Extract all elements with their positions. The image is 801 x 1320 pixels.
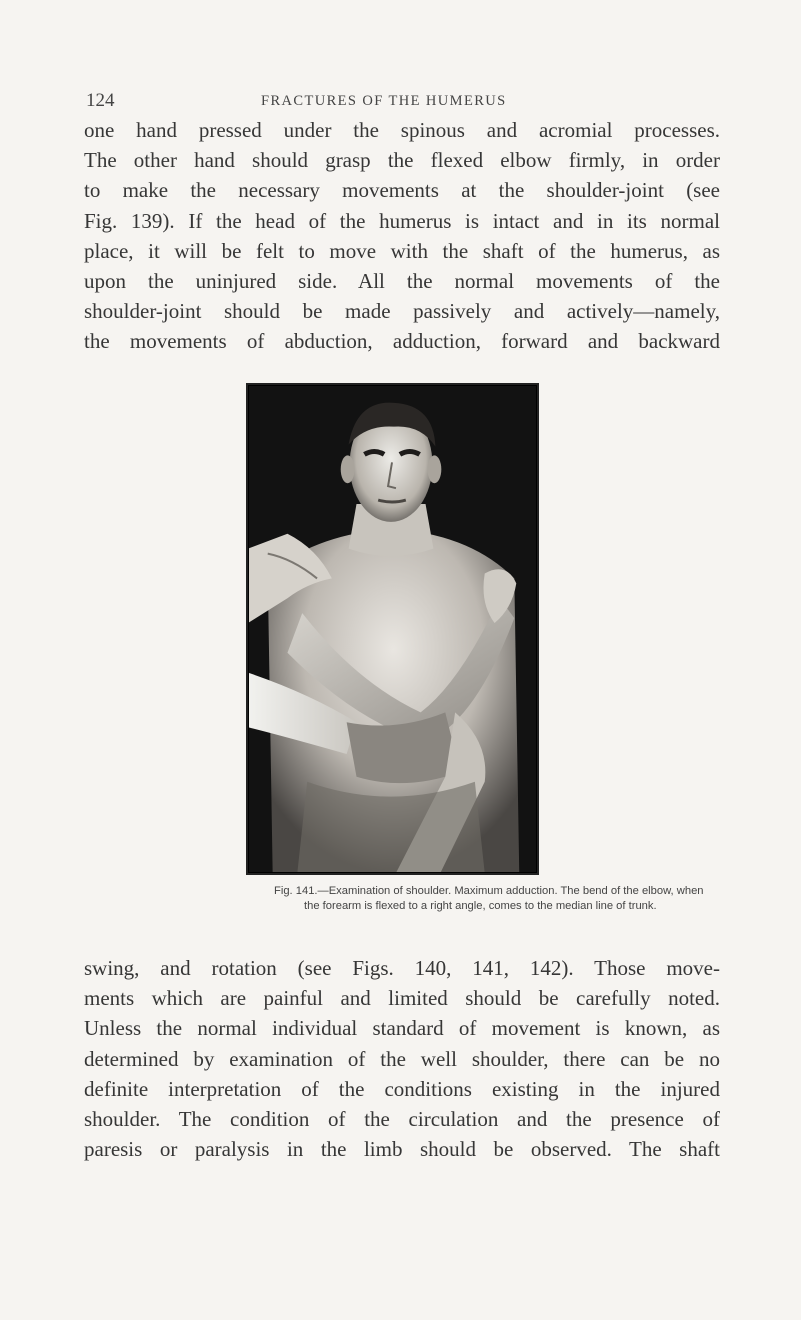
text-line: Fig. 139). If the head of the humerus is intact and in its normal: [84, 208, 720, 233]
text-line: ments which are painful and limited should be carefully noted.: [84, 986, 720, 1011]
text-line: Unless the normal individual standard of movement is known, as: [84, 1016, 720, 1041]
text-line: paresis or paralysis in the limb should be observed. The shaft: [84, 1137, 720, 1162]
text-line: shoulder-joint should be made passively and actively—namely,: [84, 299, 720, 324]
photo-illustration: [248, 385, 537, 873]
text-line: swing, and rotation (see Figs. 140, 141, 142). Those move-: [84, 956, 720, 980]
caption-line-1: Fig. 141.—Examination of shoulder. Maximum adduction. The bend of the elbow, when: [274, 885, 704, 897]
page-number: 124: [86, 90, 115, 111]
paragraph-before-figure: [84, 115, 720, 357]
text-line: one hand pressed under the spinous and acromial processes.: [84, 118, 720, 142]
text-line: to make the necessary movements at the shoulder-joint (see: [84, 178, 720, 203]
text-line: shoulder. The condition of the circulation and the presence of: [84, 1107, 720, 1132]
text-line: the movements of abduction, adduction, forward and backward: [84, 329, 720, 354]
paragraph-after-figure: [84, 953, 720, 1164]
running-head: [86, 90, 716, 114]
figure-caption: [276, 884, 712, 914]
text-line: The other hand should grasp the flexed elbow firmly, in order: [84, 148, 720, 173]
figure-photograph: [246, 383, 539, 875]
text-line: definite interpretation of the conditions existing in the injured: [84, 1076, 720, 1101]
text-line: determined by examination of the well shoulder, there can be no: [84, 1046, 720, 1071]
running-title: FRACTURES OF THE HUMERUS: [261, 93, 507, 109]
text-line: place, it will be felt to move with the shaft of the humerus, as: [84, 238, 720, 263]
caption-line-2: the forearm is flexed to a right angle, comes to the median line of trunk.: [304, 900, 657, 912]
text-line: upon the uninjured side. All the normal movements of the: [84, 269, 720, 294]
